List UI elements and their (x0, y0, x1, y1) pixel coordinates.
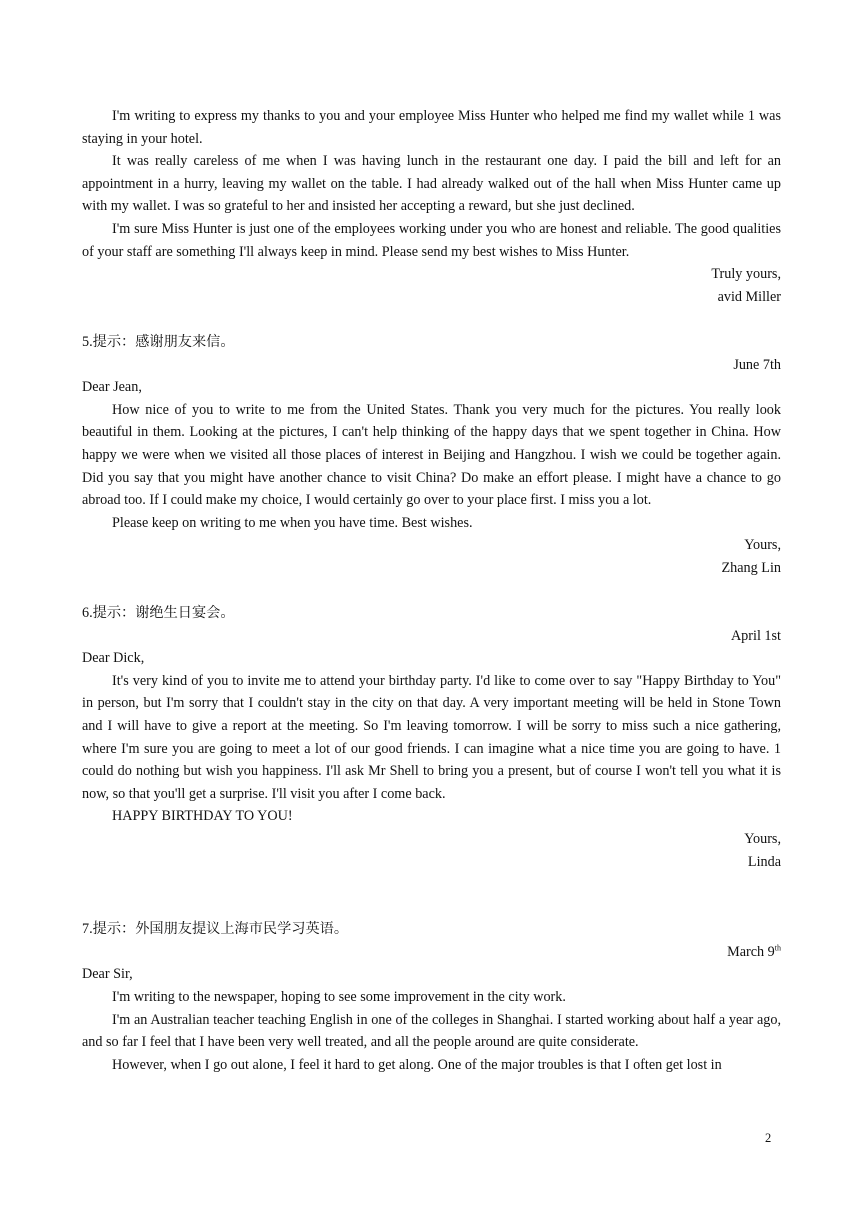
letter7-paragraph-2: I'm an Australian teacher teaching English in one of the colleges in Shanghai. I started working about half a year ago, and so far I feel that I have been very well treated, and all the people around are quite considerate. (82, 1011, 781, 1051)
letter5-paragraph-1: How nice of you to write to me from the United States. Thank you very much for the pictures. You really look beautiful in them. Looking at the pictures, I can't help thinking of the happy days that we spent together in China. How happy we were when we visited all those places of interest in Beijing and Hangzhou. I wish we could be together again. Did you say that you might have another chance to visit China? Do make an effort please. I might have a chance to go abroad too. If I could make my choice, I would certainly go over to your place first. I miss you a lot. (82, 401, 781, 509)
spacer (82, 579, 781, 602)
letter5-signature: Zhang Lin (721, 559, 781, 576)
page-number: 2 (765, 1131, 772, 1145)
letter6-closing: Yours, (744, 831, 781, 847)
letter5-date: June 7th (733, 356, 781, 373)
letter6-salutation: Dear Dick, (82, 650, 145, 667)
letter7-date-main: March 9 (727, 943, 775, 960)
letter6-signature: Linda (747, 853, 781, 870)
spacer (82, 873, 781, 918)
letter6-prompt: 6.提示：谢绝生日宴会。 (82, 605, 235, 622)
letter7-date-suffix: th (774, 943, 781, 953)
letter7-paragraph-3: However, when I go out alone, I feel it hard to get along. One of the major troubles is that I often get lost in (112, 1056, 722, 1073)
letter7-prompt: 7.提示：外国朋友提议上海市民学习英语。 (82, 921, 349, 938)
letter5-prompt: 5.提示：感谢朋友来信。 (82, 333, 235, 350)
letter6-paragraph-2: HAPPY BIRTHDAY TO YOU! (112, 808, 293, 825)
letter4-paragraph-3: I'm sure Miss Hunter is just one of the employees working under you who are honest and reliable. The good qualities of your staff are something I'll always keep in mind. Please send my best wishes to Miss Hunter. (82, 220, 781, 260)
letter5-closing: Yours, (744, 537, 781, 554)
letter5-paragraph-2: Please keep on writing to me when you have time. Best wishes. (112, 514, 473, 531)
spacer (82, 308, 781, 331)
page-content (82, 105, 781, 1076)
letter4-paragraph-1: I'm writing to express my thanks to you and your employee Miss Hunter who helped me find my wallet while 1 was staying in your hotel. (82, 108, 781, 147)
letter6-date: April 1st (730, 627, 781, 644)
letter4-signature: avid Miller (717, 288, 781, 305)
letter7-date (82, 941, 781, 964)
letter7-salutation: Dear Sir, (82, 966, 133, 983)
letter6-paragraph-1: It's very kind of you to invite me to attend your birthday party. I'd like to come over to say "Happy Birthday to You" in person, but I'm sorry that I couldn't stay in the city on that day. A very important meeting will be held in Stone Town and I will have to give a report at the meeting. So I'm leaving tomorrow. I will be sorry to miss such a nice gathering, where I'm sure you are going to meet a lot of our good friends. I can imagine what a nice time you are going to have. 1 could do nothing but wish you happiness. I'll ask Mr Shell to bring you a present, but of course I won't tell you what it is now, so that you'll get a surprise. I'll visit you after I come back. (82, 672, 781, 802)
letter4-closing: Truly yours, (711, 266, 781, 283)
letter4-paragraph-2: It was really careless of me when I was having lunch in the restaurant one day. I paid the bill and left for an appointment in a hurry, leaving my wallet on the table. I had already walked out of the hall when Miss Hunter came up with my wallet. I was so grateful to her and insisted her accepting a reward, but she just declined. (82, 153, 781, 215)
letter7-paragraph-1: I'm writing to the newspaper, hoping to see some improvement in the city work. (112, 988, 566, 1005)
letter5-salutation: Dear Jean, (82, 379, 142, 396)
